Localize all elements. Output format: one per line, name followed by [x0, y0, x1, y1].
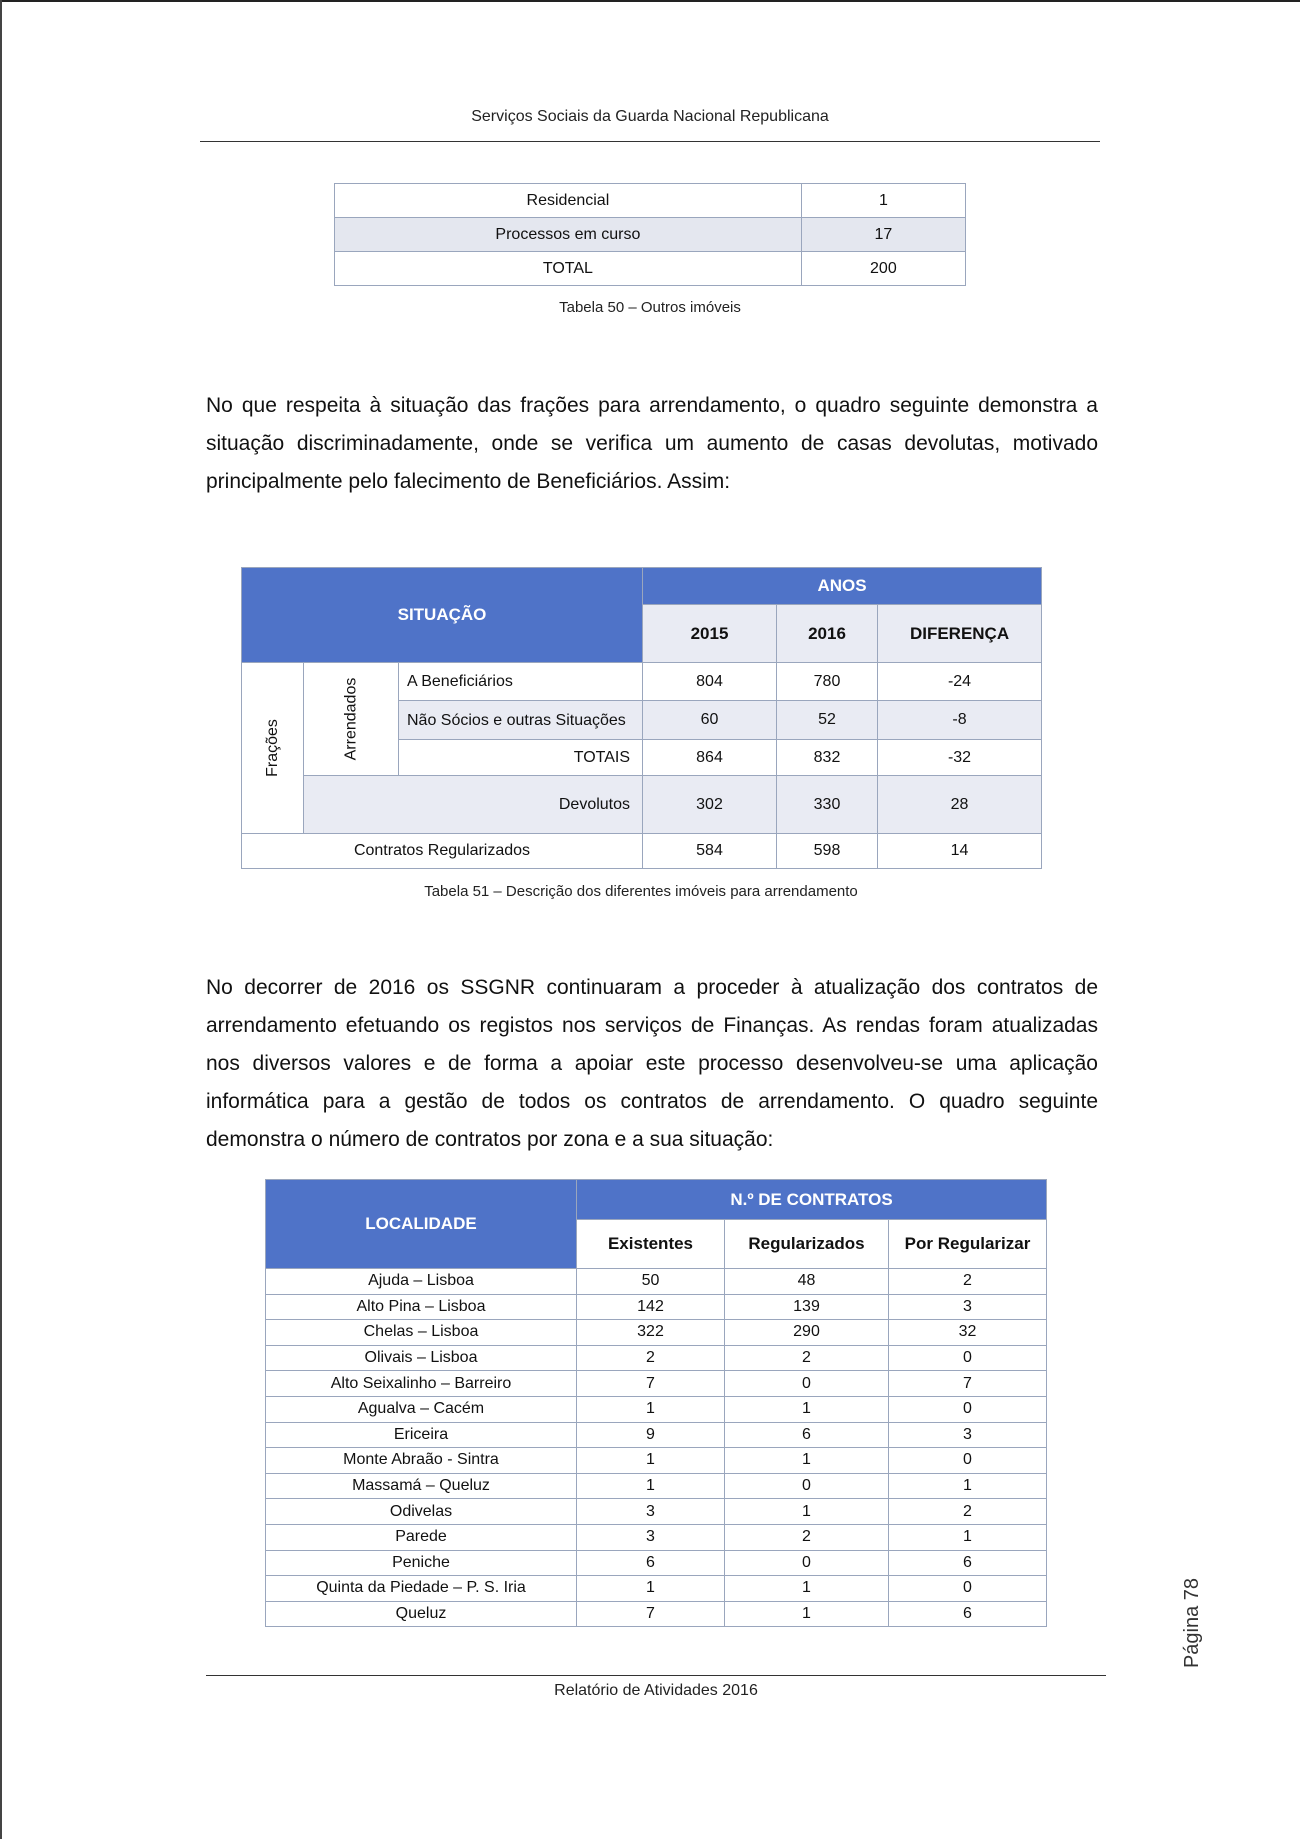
cell-por-regularizar: 2 — [889, 1499, 1047, 1525]
cell-existentes: 1 — [577, 1473, 725, 1499]
table-header-row — [242, 568, 1042, 605]
cell-regularizados: 1 — [725, 1448, 889, 1474]
table-row — [335, 252, 966, 286]
table-header-row — [266, 1180, 1047, 1220]
header-divider — [200, 141, 1100, 142]
cell-regularizados: 0 — [725, 1371, 889, 1397]
table-row — [266, 1550, 1047, 1576]
cell-por-regularizar: 0 — [889, 1345, 1047, 1371]
cell-localidade: Agualva – Cacém — [266, 1396, 577, 1422]
table-row — [266, 1499, 1047, 1525]
page-left-edge — [0, 0, 2, 1839]
cell-regularizados: 6 — [725, 1422, 889, 1448]
cell-diferenca: -24 — [878, 663, 1042, 701]
cell-2015: 60 — [643, 701, 777, 740]
cell-localidade: Ajuda – Lisboa — [266, 1269, 577, 1295]
header-por-regularizar: Por Regularizar — [889, 1220, 1047, 1269]
cell-regularizados: 1 — [725, 1576, 889, 1602]
row-label-beneficiarios: A Beneficiários — [399, 663, 643, 701]
cell-existentes: 1 — [577, 1576, 725, 1602]
table-contratos-por-zona — [265, 1179, 1047, 1627]
header-num-contratos: N.º DE CONTRATOS — [577, 1180, 1047, 1220]
cell-regularizados: 1 — [725, 1499, 889, 1525]
cell-por-regularizar: 3 — [889, 1422, 1047, 1448]
table-row — [266, 1320, 1047, 1346]
cell-2015: 302 — [643, 776, 777, 834]
page-number: Página 78 — [1181, 1577, 1203, 1669]
cell-por-regularizar: 6 — [889, 1601, 1047, 1627]
cell-localidade: Odivelas — [266, 1499, 577, 1525]
cell-localidade: Alto Pina – Lisboa — [266, 1294, 577, 1320]
table-row — [266, 1524, 1047, 1550]
cell-por-regularizar: 1 — [889, 1473, 1047, 1499]
table-row — [266, 1448, 1047, 1474]
table-row — [242, 834, 1042, 869]
paragraph-contratos: No decorrer de 2016 os SSGNR continuaram a proceder à atualização dos contratos de arrendamento efetuando os registos nos serviços de Finanças. As rendas foram atualizadas nos diversos valores e de forma a apoiar este processo desenvolveu-se uma aplicação informática para a gestão de todos os contratos de arrendamento. O quadro seguinte demonstra o número de contratos por zona e a sua situação: — [206, 976, 1098, 1151]
cell-regularizados: 1 — [725, 1396, 889, 1422]
table-row — [266, 1269, 1047, 1295]
footer-divider — [206, 1675, 1106, 1676]
table-row — [242, 776, 1042, 834]
header-2016: 2016 — [777, 605, 878, 663]
cell-localidade: Queluz — [266, 1601, 577, 1627]
table-51-caption: Tabela 51 – Descrição dos diferentes imóveis para arrendamento — [424, 883, 858, 900]
cell-por-regularizar: 7 — [889, 1371, 1047, 1397]
table-row — [266, 1345, 1047, 1371]
row-label-contratos: Contratos Regularizados — [242, 834, 643, 869]
cell-existentes: 9 — [577, 1422, 725, 1448]
cell-por-regularizar: 1 — [889, 1524, 1047, 1550]
table-row — [266, 1371, 1047, 1397]
cell-regularizados: 0 — [725, 1550, 889, 1576]
cell-por-regularizar: 32 — [889, 1320, 1047, 1346]
cell-diferenca: 14 — [878, 834, 1042, 869]
table-row — [266, 1601, 1047, 1627]
cell-2016: 598 — [777, 834, 878, 869]
table-row — [266, 1576, 1047, 1602]
table-row — [266, 1294, 1047, 1320]
cell-2016: 330 — [777, 776, 878, 834]
cell-por-regularizar: 0 — [889, 1396, 1047, 1422]
header-anos: ANOS — [643, 568, 1042, 605]
paragraph-fracoes: No que respeita à situação das frações para arrendamento, o quadro seguinte demonstra a situação discriminadamente, onde se verifica um aumento de casas devolutas, motivado principalmente pelo falecimento de Beneficiários. Assim: — [206, 394, 1098, 493]
header-existentes: Existentes — [577, 1220, 725, 1269]
cell-localidade: Parede — [266, 1524, 577, 1550]
label-arrendados: Arrendados — [342, 677, 359, 761]
cell-regularizados: 0 — [725, 1473, 889, 1499]
cell-2016: 780 — [777, 663, 878, 701]
cell-existentes: 3 — [577, 1524, 725, 1550]
header-localidade: LOCALIDADE — [266, 1180, 577, 1269]
group-fracoes — [242, 663, 304, 834]
cell-regularizados: 2 — [725, 1524, 889, 1550]
label-fracoes: Frações — [263, 719, 281, 777]
cell-label: Processos em curso — [335, 218, 802, 252]
cell-existentes: 142 — [577, 1294, 725, 1320]
cell-value: 1 — [801, 184, 965, 218]
cell-existentes: 7 — [577, 1371, 725, 1397]
page-header-title: Serviços Sociais da Guarda Nacional Republicana — [471, 108, 829, 125]
cell-existentes: 6 — [577, 1550, 725, 1576]
cell-por-regularizar: 3 — [889, 1294, 1047, 1320]
cell-value: 17 — [801, 218, 965, 252]
cell-localidade: Monte Abraão - Sintra — [266, 1448, 577, 1474]
cell-existentes: 50 — [577, 1269, 725, 1295]
cell-existentes: 1 — [577, 1448, 725, 1474]
cell-localidade: Olivais – Lisboa — [266, 1345, 577, 1371]
cell-existentes: 1 — [577, 1396, 725, 1422]
cell-2016: 832 — [777, 740, 878, 776]
header-2015: 2015 — [643, 605, 777, 663]
cell-regularizados: 2 — [725, 1345, 889, 1371]
cell-por-regularizar: 0 — [889, 1576, 1047, 1602]
cell-diferenca: 28 — [878, 776, 1042, 834]
cell-por-regularizar: 2 — [889, 1269, 1047, 1295]
row-label-totais: TOTAIS — [399, 740, 643, 776]
cell-2016: 52 — [777, 701, 878, 740]
cell-label: TOTAL — [335, 252, 802, 286]
cell-regularizados: 1 — [725, 1601, 889, 1627]
cell-localidade: Alto Seixalinho – Barreiro — [266, 1371, 577, 1397]
group-arrendados — [304, 663, 399, 776]
header-situacao: SITUAÇÃO — [242, 568, 643, 663]
cell-2015: 804 — [643, 663, 777, 701]
cell-existentes: 322 — [577, 1320, 725, 1346]
header-diferenca: DIFERENÇA — [878, 605, 1042, 663]
table-body — [266, 1269, 1047, 1627]
cell-existentes: 2 — [577, 1345, 725, 1371]
table-row — [242, 663, 1042, 701]
table-row — [335, 184, 966, 218]
cell-localidade: Chelas – Lisboa — [266, 1320, 577, 1346]
cell-diferenca: -32 — [878, 740, 1042, 776]
table-row — [266, 1473, 1047, 1499]
table-row — [266, 1422, 1047, 1448]
header-regularizados: Regularizados — [725, 1220, 889, 1269]
cell-por-regularizar: 0 — [889, 1448, 1047, 1474]
footer-title: Relatório de Atividades 2016 — [554, 1682, 758, 1699]
cell-localidade: Quinta da Piedade – P. S. Iria — [266, 1576, 577, 1602]
table-outros-imoveis — [334, 183, 966, 286]
cell-existentes: 3 — [577, 1499, 725, 1525]
row-label-devolutos: Devolutos — [304, 776, 643, 834]
cell-existentes: 7 — [577, 1601, 725, 1627]
cell-localidade: Ericeira — [266, 1422, 577, 1448]
cell-2015: 584 — [643, 834, 777, 869]
cell-por-regularizar: 6 — [889, 1550, 1047, 1576]
cell-label: Residencial — [335, 184, 802, 218]
cell-2015: 864 — [643, 740, 777, 776]
table-row — [266, 1396, 1047, 1422]
cell-localidade: Massamá – Queluz — [266, 1473, 577, 1499]
table-50-caption: Tabela 50 – Outros imóveis — [559, 299, 741, 316]
cell-regularizados: 290 — [725, 1320, 889, 1346]
cell-regularizados: 48 — [725, 1269, 889, 1295]
row-label-nao-socios: Não Sócios e outras Situações — [399, 701, 643, 740]
cell-localidade: Peniche — [266, 1550, 577, 1576]
table-row — [335, 218, 966, 252]
page-top-edge — [0, 0, 1300, 2]
cell-regularizados: 139 — [725, 1294, 889, 1320]
table-situacao-fracoes — [241, 567, 1042, 869]
cell-value: 200 — [801, 252, 965, 286]
cell-diferenca: -8 — [878, 701, 1042, 740]
